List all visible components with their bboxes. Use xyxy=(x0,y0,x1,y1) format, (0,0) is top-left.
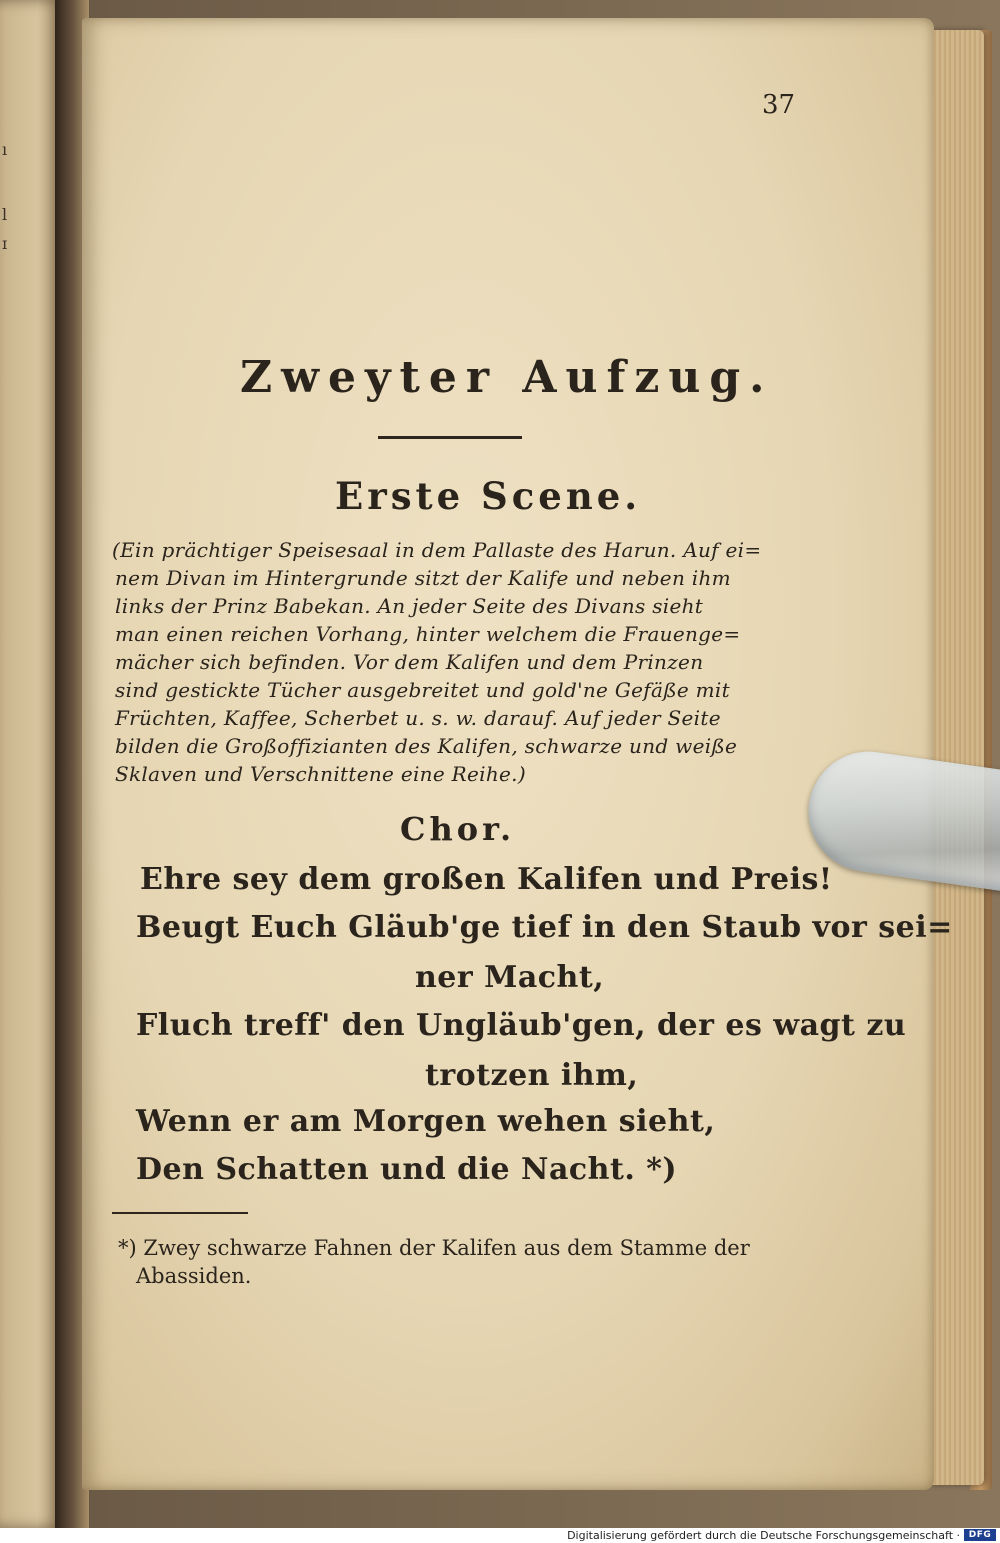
footnote-line: Abassiden. xyxy=(136,1264,252,1288)
verse-line: Fluch treff' den Ungläub'gen, der es wagt zu xyxy=(136,1008,907,1043)
stage-direction-line: Früchten, Kaffee, Scherbet u. s. w. darauf. Auf jeder Seite xyxy=(115,706,721,730)
scene-title: Erste Scene. xyxy=(335,474,642,518)
verse-line: trotzen ihm, xyxy=(425,1058,639,1093)
verse-line: ner Macht, xyxy=(415,960,605,995)
verse-line: Ehre sey dem großen Kalifen und Preis! xyxy=(140,862,833,897)
verse-line: Wenn er am Morgen wehen sieht, xyxy=(136,1104,716,1139)
footnote-line: *) Zwey schwarze Fahnen der Kalifen aus dem Stamme der xyxy=(118,1236,750,1260)
page-number: 37 xyxy=(762,90,796,120)
stage-direction-line: links der Prinz Babekan. An jeder Seite des Divans sieht xyxy=(115,594,704,618)
left-page-edge xyxy=(0,0,62,1528)
stage-direction-line: bilden die Großoffizianten des Kalifen, schwarze und weiße xyxy=(115,734,738,758)
verse-line: Beugt Euch Gläub'ge tief in den Staub vor sei= xyxy=(136,910,953,945)
left-page-fragment: ı xyxy=(2,140,8,159)
stage-direction-line: (Ein prächtiger Speisesaal in dem Pallaste des Harun. Auf ei= xyxy=(112,538,762,562)
stage-direction-line: Sklaven und Verschnittene eine Reihe.) xyxy=(115,762,526,786)
dfg-logo: DFG xyxy=(964,1529,996,1541)
stage-direction-line: sind gestickte Tücher ausgebreitet und gold'ne Gefäße mit xyxy=(115,678,730,702)
footnote-divider xyxy=(112,1212,248,1214)
credit-bar xyxy=(0,1528,1000,1543)
verse-line: Den Schatten und die Nacht. *) xyxy=(136,1152,678,1187)
stage-direction-line: mächer sich befinden. Vor dem Kalifen und dem Prinzen xyxy=(115,650,704,674)
left-page-fragment: ɪ xyxy=(2,234,8,253)
stage-direction-line: nem Divan im Hintergrunde sitzt der Kalife und neben ihm xyxy=(115,566,731,590)
act-title: Zweyter Aufzug. xyxy=(240,352,774,403)
left-page-fragment: l xyxy=(2,205,8,224)
title-divider xyxy=(378,436,522,439)
credit-text: Digitalisierung gefördert durch die Deutsche Forschungsgemeinschaft · xyxy=(567,1529,960,1542)
stage-direction-line: man einen reichen Vorhang, hinter welchem die Frauenge= xyxy=(115,622,741,646)
chorus-heading: Chor. xyxy=(400,810,516,848)
